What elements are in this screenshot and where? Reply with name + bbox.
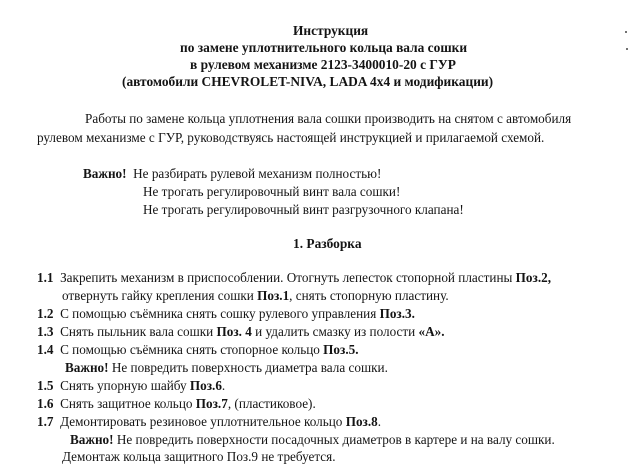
warning-line-2: Не трогать регулировочный винт вала сошки!: [143, 184, 401, 199]
step-1-1-cont: [62, 288, 449, 304]
step-text: Закрепить механизм в приспособлении. Отогнуть лепесток стопорной пластины: [60, 270, 516, 285]
step-text: .: [221, 378, 226, 393]
scan-speck: [626, 48, 628, 50]
part-ref: Поз.5.: [323, 342, 359, 357]
step-text: .: [377, 414, 382, 429]
step-1-6: [37, 396, 316, 412]
step-1-7-note: [70, 432, 555, 448]
step-text: отвернуть гайку крепления сошки: [62, 288, 258, 303]
step-text: С помощью съёмника снять сошку рулевого управления: [60, 306, 380, 321]
part-ref: Поз.8: [345, 414, 378, 429]
intro-line-1: Работы по замене кольца уплотнения вала сошки производить на снятом с автомобиля: [85, 111, 572, 126]
part-ref: Поз.1: [257, 288, 290, 303]
step-1-5: [37, 378, 225, 394]
step-number: 1.7: [37, 414, 54, 429]
step-number: 1.4: [37, 342, 54, 357]
note-text: Не повредить поверхности посадочных диаметров в картере и на валу сошки.: [113, 432, 555, 447]
step-number: 1.1: [37, 270, 54, 285]
step-text: Снять упорную шайбу: [60, 378, 190, 393]
step-1-3: [37, 324, 445, 340]
warning-line-3: Не трогать регулировочный винт разгрузочного клапана!: [143, 202, 464, 217]
step-1-7: [37, 414, 381, 430]
part-ref: Поз.3.: [379, 306, 415, 321]
step-number: 1.2: [37, 306, 54, 321]
doc-subtitle-3: (автомобили CHEVROLET-NIVA, LADA 4x4 и модификации): [122, 74, 494, 89]
step-1-4: [37, 342, 359, 358]
step-1-2: [37, 306, 415, 322]
step-1-1: [37, 270, 551, 286]
note-label: Важно!: [65, 360, 109, 375]
part-ref: Поз. 4: [216, 324, 252, 339]
step-number: 1.3: [37, 324, 54, 339]
step-text: Снять пыльник вала сошки: [60, 324, 217, 339]
part-ref: Поз.2,: [515, 270, 552, 285]
step-1-4-note: [65, 360, 388, 376]
note-label: Важно!: [70, 432, 114, 447]
step-text: , снять стопорную пластину.: [289, 288, 449, 303]
step-text: Снять защитное кольцо: [60, 396, 196, 411]
section-heading-disassembly: 1. Разборка: [293, 236, 362, 251]
step-text: Демонтировать резиновое уплотнительное кольцо: [60, 414, 346, 429]
intro-line-2: рулевом механизме с ГУР, руководствуясь настоящей инструкцией и прилагаемой схемой.: [37, 130, 545, 145]
step-1-7-extra: Демонтаж кольца защитного Поз.9 не требуется.: [62, 449, 336, 464]
note-text: Не повредить поверхность диаметра вала сошки.: [108, 360, 388, 375]
doc-subtitle-2: в рулевом механизме 2123-3400010-20 с ГУР: [190, 57, 456, 72]
doc-subtitle-1: по замене уплотнительного кольца вала сошки: [180, 40, 468, 55]
warning-label: Важно!: [83, 166, 127, 181]
scan-speck: [625, 31, 627, 33]
warning-text-1: Не разбирать рулевой механизм полностью!: [133, 166, 382, 181]
cavity-ref: «А».: [418, 324, 445, 339]
step-text: и удалить смазку из полости: [251, 324, 419, 339]
part-ref: Поз.7: [195, 396, 228, 411]
warning-line-1: [83, 166, 381, 182]
step-text: , (пластиковое).: [227, 396, 316, 411]
part-ref: Поз.6: [189, 378, 222, 393]
doc-title: Инструкция: [293, 23, 369, 38]
step-number: 1.6: [37, 396, 54, 411]
step-text: С помощью съёмника снять стопорное кольцо: [60, 342, 324, 357]
step-number: 1.5: [37, 378, 54, 393]
